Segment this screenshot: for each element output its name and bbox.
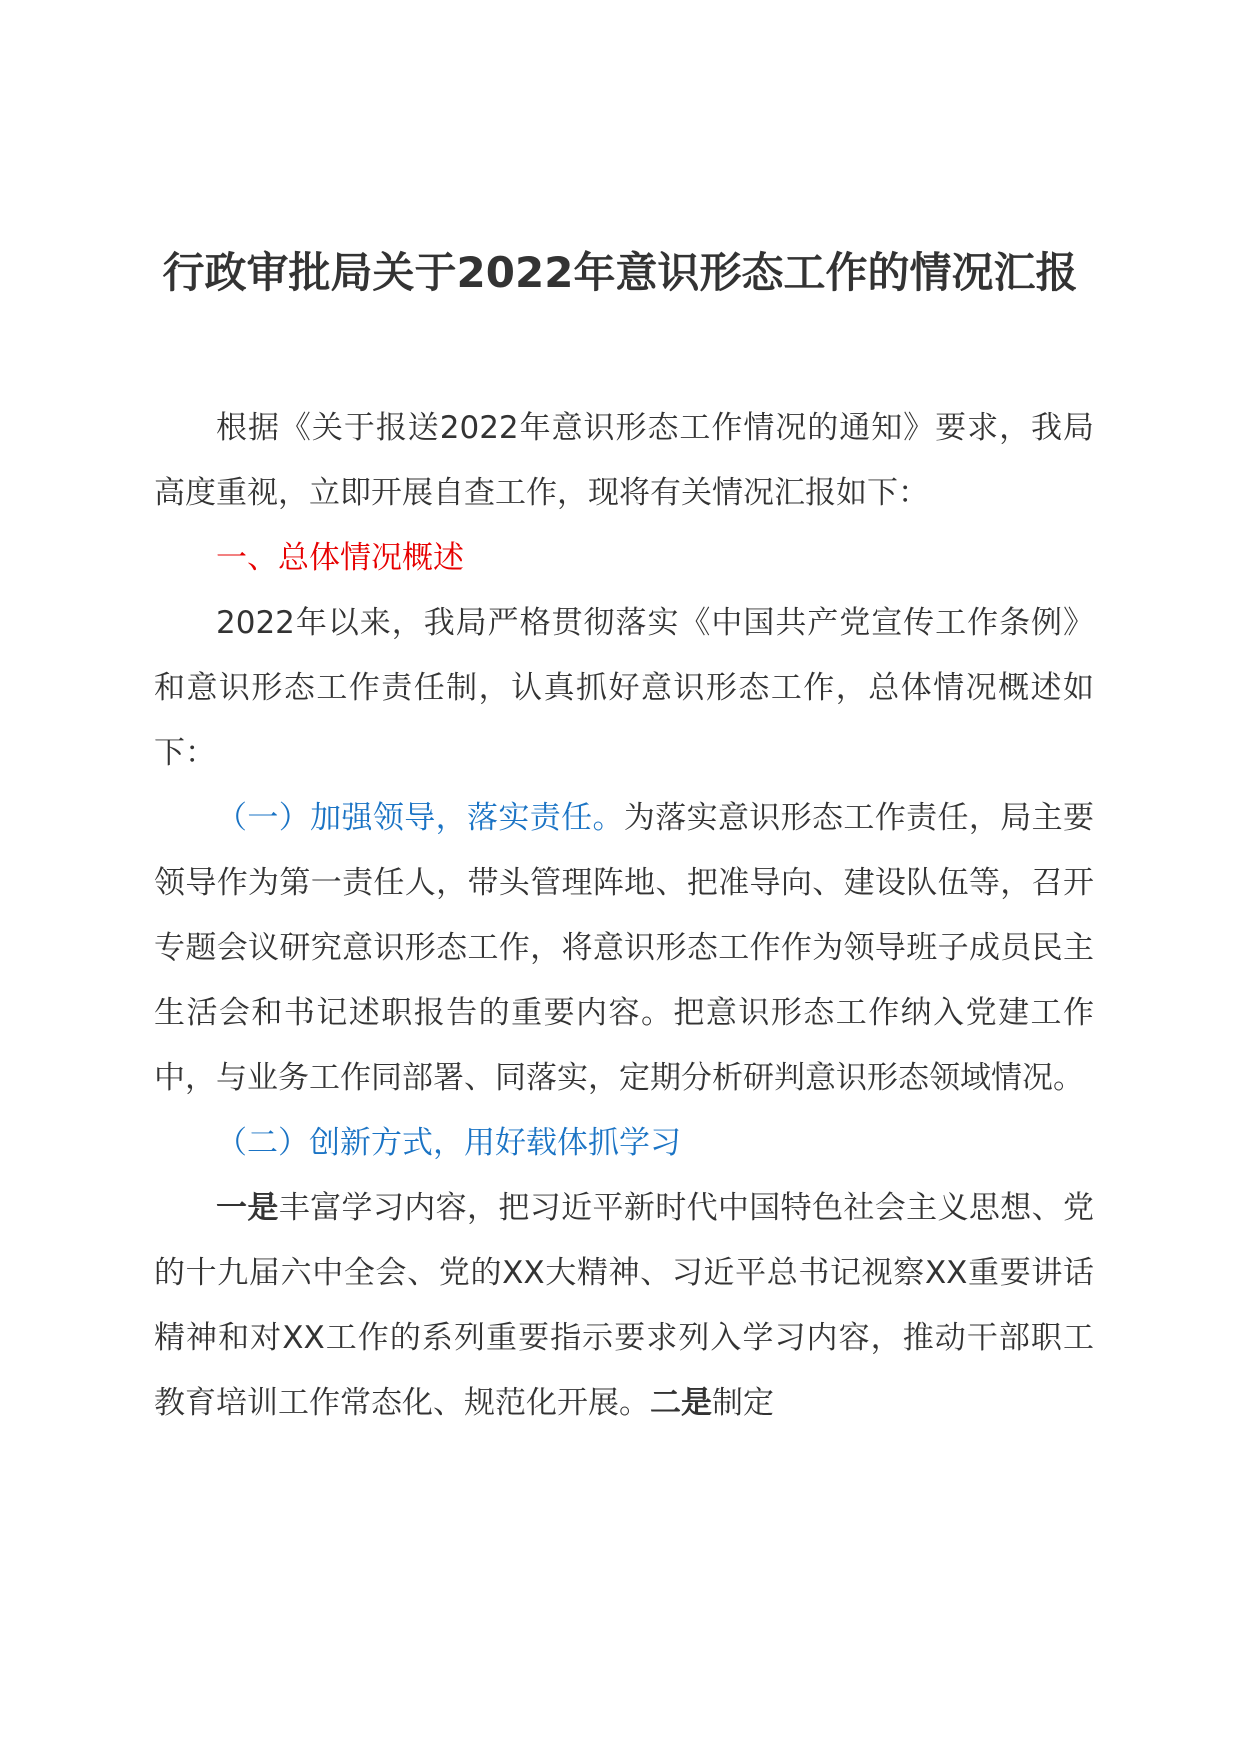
section1-heading-text: 一、总体情况概述 [216, 540, 464, 576]
subsection1-heading: （一）加强领导，落实责任。 [216, 800, 624, 836]
point2-label: 二是 [650, 1385, 712, 1421]
point1-label: 一是 [216, 1190, 279, 1226]
subsection1-paragraph [154, 786, 1094, 1111]
document-title: 行政审批局关于2022年意识形态工作的情况汇报 [162, 248, 1078, 297]
section1-paragraph: 2022年以来，我局严格贯彻落实《中国共产党宣传工作条例》和意识形态工作责任制，认真抓好意识形态工作，总体情况概述如下： [154, 605, 1094, 771]
point1-text: 丰富学习内容，把习近平新时代中国特色社会主义思想、党的十九届六中全会、党的XX大精神、习近平总书记视察XX重要讲话精神和对XX工作的系列重要指示要求列入学习内容，推动干部职工教育培训工作常态化、规范化开展。 [154, 1190, 1095, 1421]
document-body [154, 396, 1094, 1436]
intro-paragraph: 根据《关于报送2022年意识形态工作情况的通知》要求，我局高度重视，立即开展自查工作，现将有关情况汇报如下： [154, 410, 1094, 511]
point-paragraph [154, 1176, 1094, 1436]
subsection1-text: 为落实意识形态工作责任，局主要领导作为第一责任人，带头管理阵地、把准导向、建设队伍等，召开专题会议研究意识形态工作，将意识形态工作作为领导班子成员民主生活会和书记述职报告的重要内容。把意识形态工作纳入党建工作中，与业务工作同部署、同落实，定期分析研判意识形态领域情况。 [154, 800, 1095, 1096]
section-heading [154, 526, 1094, 591]
subsection2-heading: （二）创新方式，用好载体抓学习 [216, 1125, 681, 1161]
subsection2-heading-paragraph [154, 1111, 1094, 1176]
point2-text: 制定 [712, 1385, 774, 1421]
